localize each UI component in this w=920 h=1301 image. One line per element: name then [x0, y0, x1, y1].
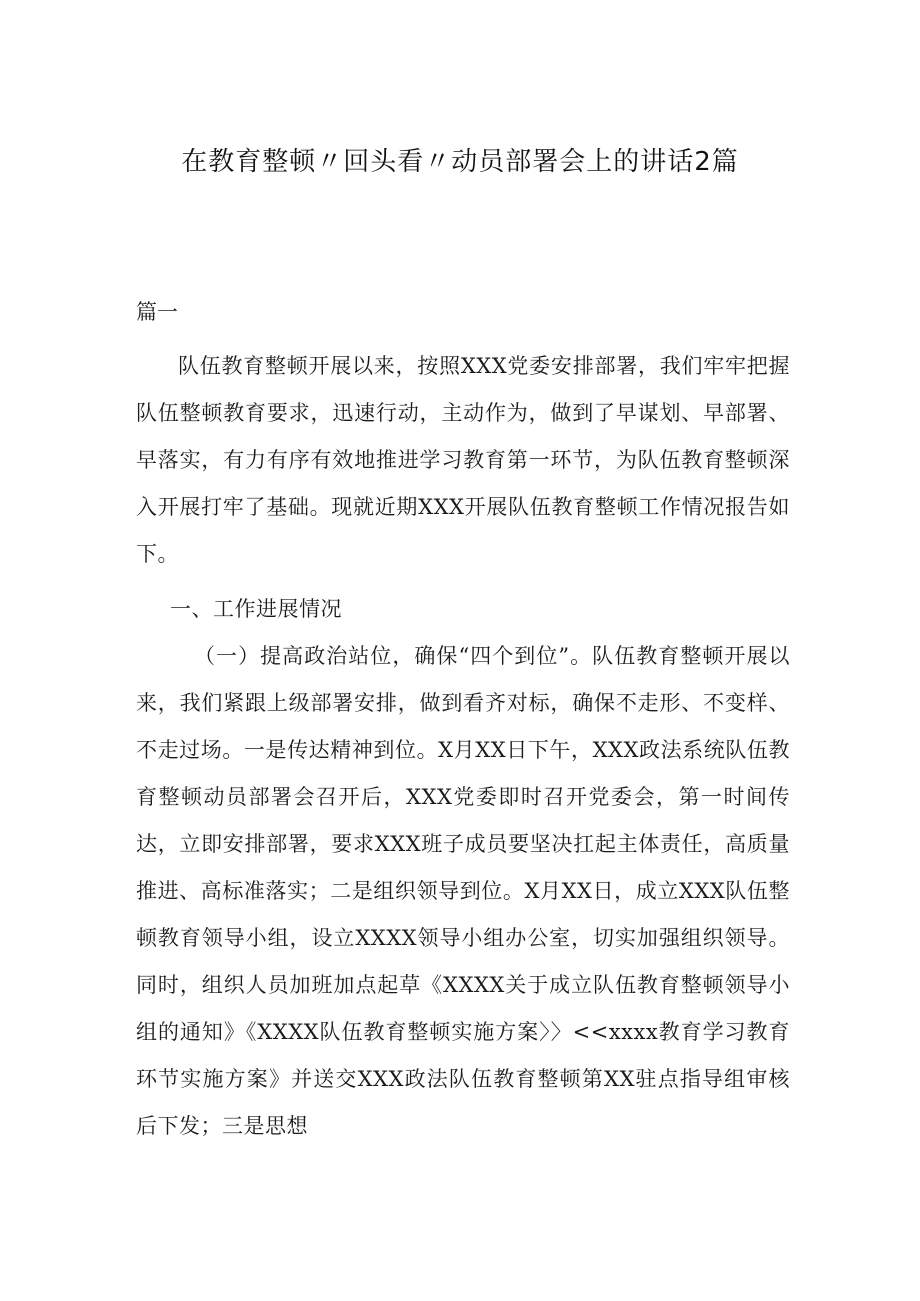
document-title: 在教育整顿〃回头看〃动员部署会上的讲话2篇 [181, 147, 739, 177]
paragraph-intro: 队伍教育整顿开展以来，按照XXX党委安排部署，我们牢牢把握队伍整顿教育要求，迅速行动，主动作为，做到了早谋划、早部署、早落实，有力有序有效地推进学习教育第一环节，为队伍教育整顿深入开展打牢了基础。现就近期XXX开展队伍教育整顿工作情况报告如下。 [136, 354, 790, 566]
paragraph-political-stance: （一）提高政治站位，确保“四个到位”。队伍教育整顿开展以来，我们紧跟上级部署安排，做到看齐对标，确保不走形、不变样、不走过场。一是传达精神到位。X月XX日下午，XXX政法系统队伍教育整顿动员部署会召开后，XXX党委即时召开党委会，第一时间传达，立即安排部署，要求XXX班子成员要坚决扛起主体责任，高质量推进、高标准落实；二是组织领导到位。X月XX日，成立XXX队伍整顿教育领导小组，设立XXXX领导小组办公室，切实加强组织领导。同时，组织人员加班加点起草《XXXX关于成立队伍教育整顿领导小组的通知》《XXXX队伍教育整顿实施方案〉〉<<xxxx教育学习教育环节实施方案》并送交XXX政法队伍教育整顿第XX驻点指导组审核后下发；三是思想 [136, 644, 790, 1138]
section-label: 篇一 [136, 300, 178, 324]
heading-work-progress: 一、工作进展情况 [170, 597, 342, 621]
